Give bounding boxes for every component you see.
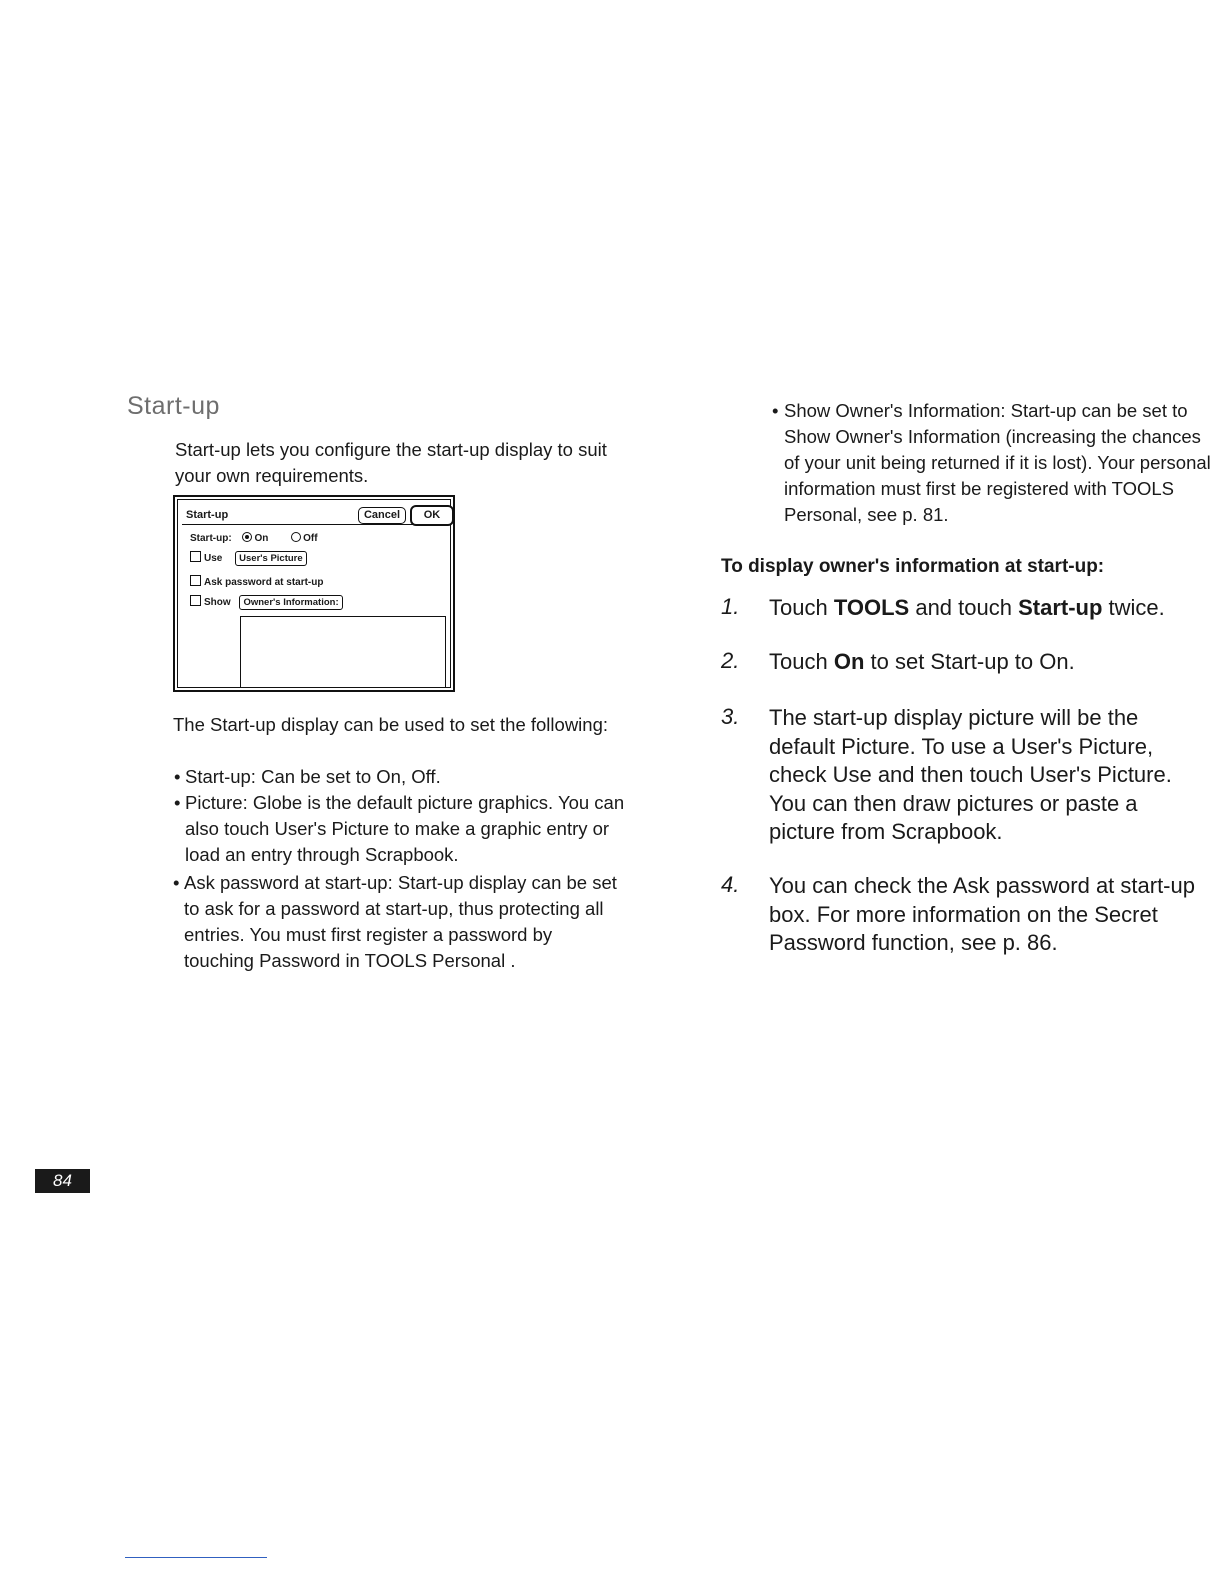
bullet-startup: • Start-up: Can be set to On, Off.: [174, 766, 441, 787]
left-lead: The Start-up display can be used to set the following:: [173, 714, 609, 735]
title-divider: [182, 524, 446, 525]
step-4-text: You can check the Ask password at start-up box. For more information on the Secret Password function, see p. 86.: [769, 873, 1195, 955]
show-checkbox[interactable]: Show: [190, 597, 231, 608]
show-row: [190, 595, 343, 610]
step-2-number: 2.: [721, 648, 740, 673]
ok-button[interactable]: OK: [410, 505, 454, 526]
step-3-text: The start-up display picture will be the default Picture. To use a User's Picture, check Use and then touch User's Picture. You can then draw pictures or paste a picture from Scrapbook.: [769, 705, 1172, 844]
use-checkbox[interactable]: Use: [190, 553, 222, 564]
bullet-ask-password: • Ask password at start-up: Start-up display can be set to ask for a password at start-up, thus protecting all entries. You must first register a password by touching Password in TOOLS Personal .: [173, 872, 617, 971]
on-radio[interactable]: On: [242, 533, 268, 544]
step-1-number: 1.: [721, 594, 740, 619]
startup-dialog: [173, 495, 455, 692]
bullet-picture: • Picture: Globe is the default picture graphics. You can also touch User's Picture to make a graphic entry or load an entry through Scrapbook.: [174, 792, 625, 865]
howto-heading: To display owner's information at start-up:: [721, 556, 1105, 577]
dialog-title: Start-up: [186, 509, 229, 521]
step-4-number: 4.: [721, 872, 740, 897]
page-number: 84: [35, 1169, 90, 1193]
picture-area[interactable]: [240, 616, 446, 688]
ask-password-row[interactable]: [190, 575, 323, 588]
startup-row: [190, 532, 318, 544]
step-2-text: Touch On to set Start-up to On.: [769, 649, 1075, 674]
users-picture-button[interactable]: User's Picture: [235, 551, 307, 566]
step-1-text: Touch TOOLS and touch Start-up twice.: [769, 595, 1165, 620]
startup-label: Start-up:: [190, 533, 232, 544]
bottom-rule: [125, 1557, 267, 1558]
cancel-button[interactable]: Cancel: [358, 507, 406, 524]
intro-paragraph: Start-up lets you configure the start-up display to suit your own requirements.: [175, 439, 607, 486]
bullet-show-owner: • Show Owner's Information: Start-up can be set to Show Owner's Information (increasing the chances of your unit being returned if it is lost). Your personal information must first be registered with TOOLS Personal, see p. 81.: [772, 400, 1211, 525]
step-3-number: 3.: [721, 704, 740, 729]
off-radio[interactable]: Off: [291, 533, 317, 544]
section-title: Start-up: [127, 392, 220, 420]
owners-info-button[interactable]: Owner's Information:: [239, 595, 342, 610]
use-row: [190, 551, 307, 566]
ask-password-label: Ask password at start-up: [204, 577, 324, 588]
